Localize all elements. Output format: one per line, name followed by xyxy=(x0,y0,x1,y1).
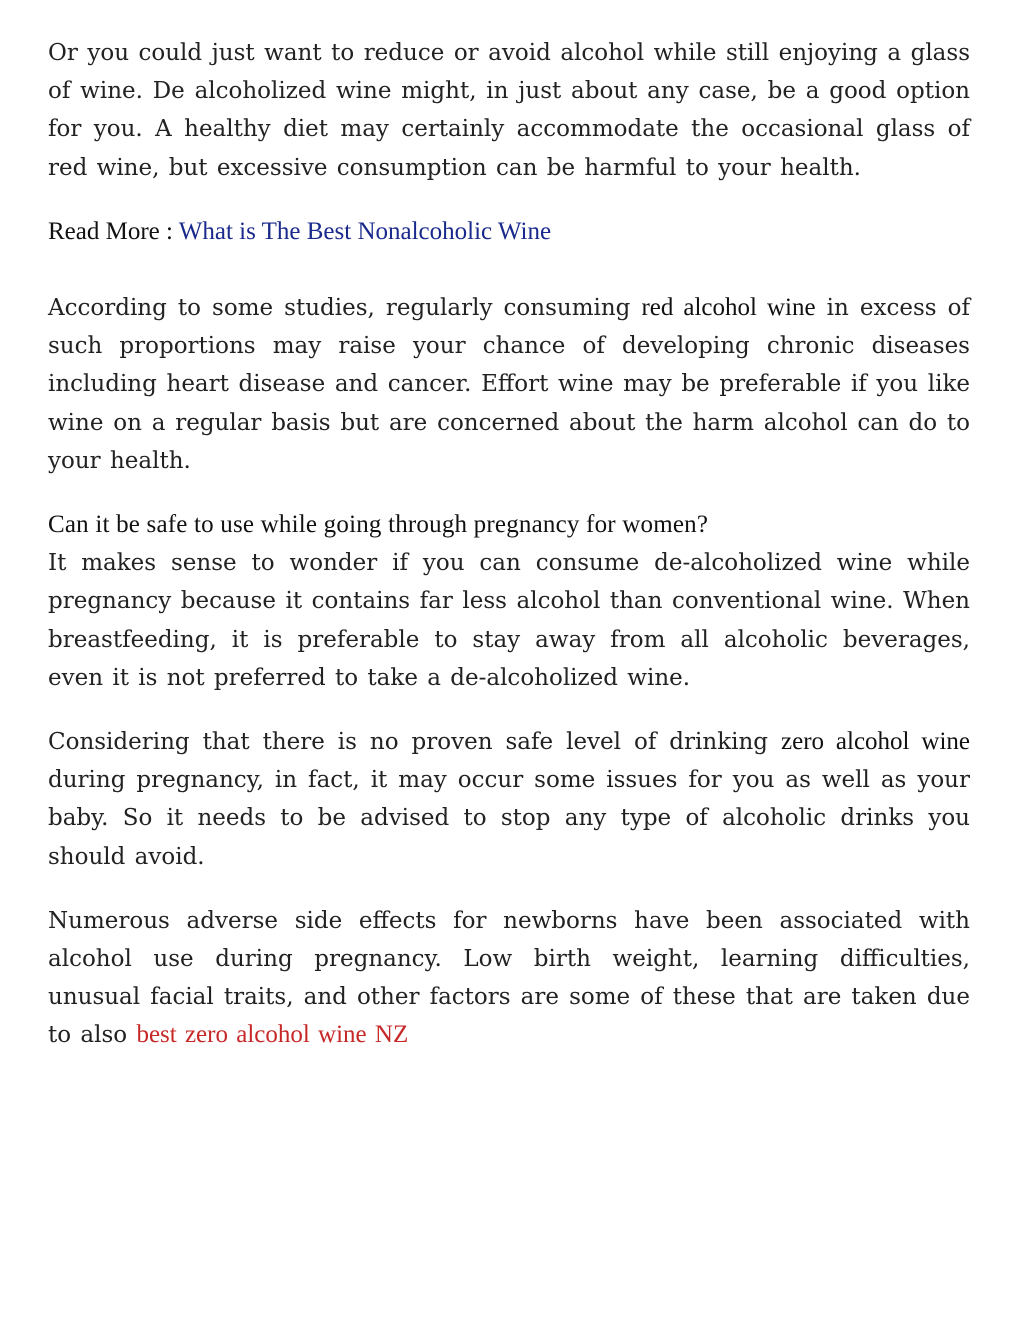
health-risk-paragraph xyxy=(48,289,970,480)
zero-alcohol-wine-term: zero alcohol wine xyxy=(781,728,970,756)
intro-text: Or you could just want to reduce or avoid alcohol while still enjoying a glass of wine. De alcoholized wine might, in just about any case, be a good option for you. A healthy diet may certainly accommodate the occasional glass of red wine, but excessive consumption can be harmful to your health. xyxy=(48,40,970,181)
pregnancy-paragraph xyxy=(48,544,970,697)
pregnancy-text: It makes sense to wonder if you can consume de-alcoholized wine while pregnancy because it contains far less alcohol than conventional wine. When breastfeeding, it is preferable to stay away from all alcoholic beverages, even it is not preferred to take a de-alcoholized wine. xyxy=(48,550,970,691)
intro-paragraph xyxy=(48,34,970,187)
nonalcoholic-wine-link[interactable]: What is The Best Nonalcoholic Wine xyxy=(178,217,552,245)
safe-level-text-start: Considering that there is no proven safe level of drinking xyxy=(48,729,781,756)
health-risk-text-end: in excess of such proportions may raise your chance of developing chronic diseases including heart disease and cancer. Effort wine may be preferable if you like wine on a regular basis but are concerned about the harm alcohol can do to your health. xyxy=(48,295,971,474)
health-risk-text-start: According to some studies, regularly consuming xyxy=(48,295,642,322)
document-page xyxy=(48,34,970,1055)
side-effects-text: Numerous adverse side effects for newborns have been associated with alcohol use during pregnancy. Low birth weight, learning difficulties, unusual facial traits, and other factors are some of these that are taken due to also xyxy=(48,907,970,1049)
safe-level-text-end: during pregnancy, in fact, it may occur some issues for you as well as your baby. So it needs to be advised to stop any type of alcoholic drinks you should avoid. xyxy=(48,767,970,870)
read-more-label: Read More : xyxy=(48,217,179,245)
side-effects-paragraph xyxy=(48,902,970,1055)
pregnancy-section-heading: Can it be safe to use while going through pregnancy for women? xyxy=(48,511,709,539)
best-zero-alcohol-wine-nz-link[interactable]: best zero alcohol wine NZ xyxy=(136,1021,409,1049)
safe-level-paragraph xyxy=(48,723,970,876)
read-more-row xyxy=(48,213,970,251)
red-alcohol-wine-term: red alcohol wine xyxy=(641,294,816,322)
